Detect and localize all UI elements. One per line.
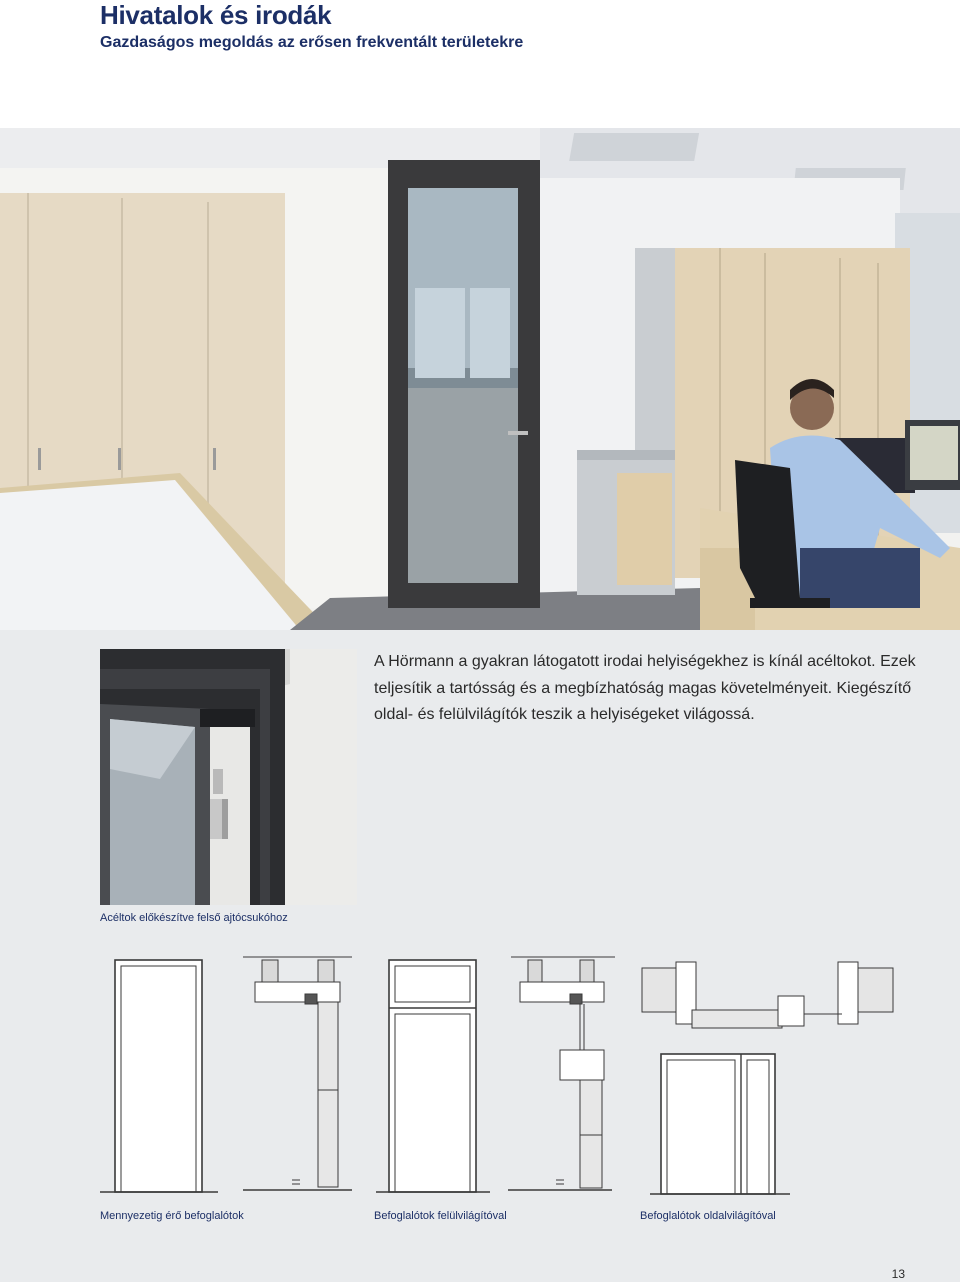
drawing-frame-section-1 — [243, 957, 352, 1190]
page-subtitle: Gazdaságos megoldás az erősen frekventált területekre — [100, 34, 524, 51]
drawing-frame-with-sidelight — [650, 1054, 790, 1194]
technical-drawings — [0, 940, 960, 1210]
page-header — [0, 0, 960, 128]
page-title: Hivatalok és irodák — [100, 0, 332, 30]
steel-frame-detail-photo — [100, 649, 357, 905]
page-number: 13 — [891, 1267, 905, 1281]
drawing-frame-section-2 — [508, 957, 615, 1190]
office-photo — [0, 128, 960, 630]
drawing-frame-with-transom — [376, 960, 490, 1192]
drawing-frame-section-3 — [642, 962, 893, 1028]
drawing-floor-to-ceiling-frame — [100, 960, 218, 1192]
drawing-caption-1: Mennyezetig érő befoglalótok — [100, 1210, 244, 1222]
drawing-caption-2: Befoglalótok felülvilágítóval — [374, 1210, 507, 1222]
drawing-caption-3: Befoglalótok oldalvilágítóval — [640, 1210, 776, 1222]
detail-caption: Acéltok előkészítve felső ajtócsukóhoz — [100, 912, 288, 924]
intro-paragraph: A Hörmann a gyakran látogatott irodai helyiségekhez is kínál acéltokot. Ezek teljesítik a tartósság és a megbízhatóság magas követelményeit. Kiegészítő oldal- és felülvilágítók teszik a helyiségeket világossá. — [374, 653, 916, 723]
